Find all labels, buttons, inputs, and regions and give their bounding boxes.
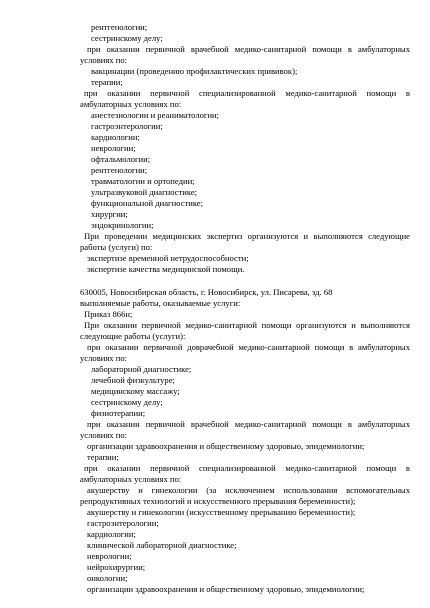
paragraph-line: выполняемые работы, оказываемые услуги:	[80, 298, 241, 308]
paragraph-line: условиях по:	[80, 353, 128, 363]
paragraph-line: при оказании первичной специализированной медико-санитарной помощи в	[84, 463, 410, 473]
list-item: неврологии;	[87, 551, 132, 561]
list-item: функциональной диагностике;	[91, 198, 204, 208]
list-item: кардиологии;	[87, 529, 136, 539]
paragraph-line: при оказании первичной врачебной медико-санитарной помощи в амбулаторных	[87, 44, 410, 54]
list-item: организации здравоохранения и общественному здоровью, эпидемиологии;	[87, 584, 365, 594]
list-item: неврологии;	[91, 143, 136, 153]
list-item: онкологии;	[87, 573, 128, 583]
list-item: гастроэнтерологии;	[87, 518, 159, 528]
list-item: вакцинации (проведению профилактических прививок);	[91, 66, 298, 76]
list-item: сестринскому делу;	[91, 397, 163, 407]
paragraph-line: работы (услуги) по:	[80, 242, 153, 252]
list-item: офтальмологии;	[91, 154, 151, 164]
list-item: лечебной физкультуре;	[91, 375, 175, 385]
list-item: терапии;	[87, 452, 119, 462]
list-item: рентгенологии;	[91, 22, 148, 32]
list-item: анестезиологии и реаниматологии;	[91, 110, 220, 120]
list-item: лабораторной диагностике;	[91, 364, 192, 374]
list-item: гастроэнтерологии;	[91, 121, 163, 131]
list-item-continuation: репродуктивных технологий и искусственного прерывания беременности);	[80, 496, 356, 506]
paragraph-line: следующие работы (услуги):	[80, 331, 186, 341]
list-item: кардиологии;	[91, 132, 140, 142]
paragraph-line: амбулаторных условиях по:	[80, 474, 182, 484]
list-item: эндокринологии;	[91, 220, 154, 230]
list-item: медицинскому массажу;	[91, 386, 180, 396]
list-item: физиотерапии;	[91, 408, 146, 418]
paragraph-line: амбулаторных условиях по:	[80, 99, 182, 109]
address-line: 630005, Новосибирская область, г. Новосибирск, ул. Писарева, зд. 68	[80, 287, 333, 297]
list-item: ультразвуковой диагностике;	[91, 187, 198, 197]
list-item: сестринскому делу;	[91, 33, 163, 43]
list-item: клинической лабораторной диагностике;	[87, 540, 237, 550]
list-item: рентгенологии;	[91, 165, 148, 175]
list-item: терапии;	[91, 77, 123, 87]
paragraph-line: при оказании первичной доврачебной медико-санитарной помощи в амбулаторных	[87, 342, 410, 352]
list-item: акушерству и гинекологии (искусственному прерыванию беременности);	[87, 507, 356, 517]
order-reference: Приказ 866н;	[84, 309, 133, 319]
list-item: травматологии и ортопедии;	[91, 176, 195, 186]
paragraph-line: при оказании первичной специализированной медико-санитарной помощи в	[84, 88, 410, 98]
paragraph-line: условиях по:	[80, 430, 128, 440]
paragraph-line: При проведении медицинских экспертиз организуются и выполняются следующие	[84, 231, 410, 241]
list-item: экспертизе качества медицинской помощи.	[87, 264, 245, 274]
paragraph-line: условиях по:	[80, 55, 128, 65]
list-item: нейрохирургии;	[87, 562, 146, 572]
list-item: акушерству и гинекологии (за исключением использования вспомогательных	[87, 485, 410, 495]
list-item: хирургии;	[91, 209, 128, 219]
paragraph-line: При оказании первичной медико-санитарной помощи организуются и выполняются	[84, 320, 410, 330]
list-item: организации здравоохранения и общественному здоровью, эпидемиологии;	[87, 441, 365, 451]
paragraph-line: при оказании первичной врачебной медико-санитарной помощи в амбулаторных	[87, 419, 410, 429]
list-item: экспертизе временной нетрудоспособности;	[87, 253, 249, 263]
